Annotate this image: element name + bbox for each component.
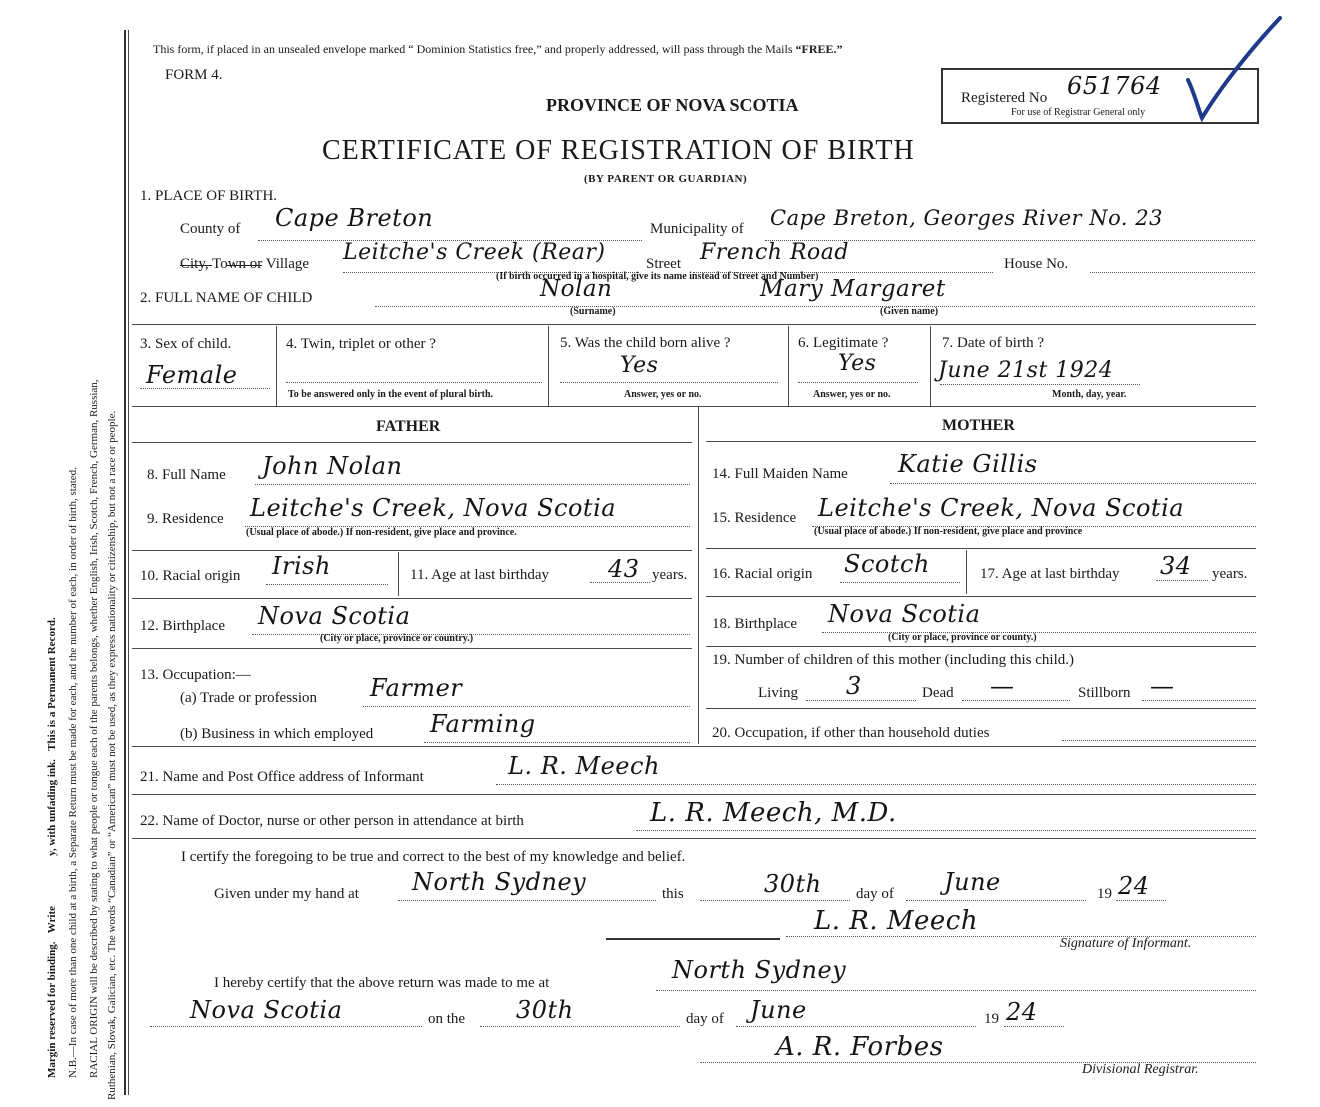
legitimate-line (798, 382, 918, 383)
given-place-value: North Sydney (412, 868, 587, 896)
child-given-name-value: Mary Margaret (760, 276, 946, 302)
mother-residence-value: Leitche's Creek, Nova Scotia (818, 494, 1185, 522)
county-label: County of (180, 221, 241, 237)
mother-occupation-label: 20. Occupation, if other than household duties (712, 725, 990, 741)
father-name-value: John Nolan (262, 452, 403, 480)
mother-racial-value: Scotch (844, 550, 930, 578)
registrar-province-line (150, 1026, 422, 1027)
registrar-day-line (480, 1026, 680, 1027)
born-alive-caption: Answer, yes or no. (624, 389, 702, 400)
father-residence-value: Leitche's Creek, Nova Scotia (250, 494, 617, 522)
rule-father-heading (132, 442, 692, 443)
divider-5-6 (788, 326, 789, 406)
date-of-birth-label: 7. Date of birth ? (942, 335, 1045, 351)
father-age-unit: years. (652, 567, 688, 583)
rule-mother-occupation (706, 708, 1256, 709)
province-heading: PROVINCE OF NOVA SCOTIA (546, 95, 799, 115)
given-place-line (398, 900, 656, 901)
mother-name-line (890, 483, 1256, 484)
date-of-birth-value: June 21st 1924 (938, 358, 1114, 383)
municipality-label: Municipality of (650, 221, 744, 237)
twin-line (286, 382, 542, 383)
born-alive-value: Yes (620, 353, 659, 378)
living-value: 3 (846, 672, 862, 700)
registrar-month-line (736, 1026, 976, 1027)
father-business-line (424, 742, 690, 743)
registrar-year-prefix: 19 (984, 1011, 999, 1027)
certify-day-value: 30th (764, 870, 822, 898)
living-label: Living (758, 685, 798, 701)
father-birthplace-caption: (City or place, province or country.) (320, 633, 474, 644)
registrar-year-value: 24 (1006, 998, 1038, 1026)
mother-children-label: 19. Number of children of this mother (including this child.) (712, 652, 1075, 668)
divider-10-11 (398, 552, 399, 596)
mother-birthplace-caption: (City or place, province or county.) (888, 632, 1037, 643)
surname-caption: (Surname) (570, 306, 616, 317)
given-label: Given under my hand at (214, 886, 359, 902)
informant-signature-caption: Signature of Informant. (1060, 936, 1192, 951)
mother-name-value: Katie Gillis (898, 450, 1038, 478)
strike-city (180, 265, 212, 266)
rule-mother-racial (706, 548, 1256, 549)
born-alive-line (560, 382, 778, 383)
father-trade-value: Farmer (370, 674, 463, 702)
margin-note-plural-birth: N.B.—In case of more than one child at a birth, a Separate Return must be made for each, and the number of each, in order of birth, stated. (67, 467, 79, 1078)
divider-4-5 (548, 326, 549, 406)
registrar-place-line (656, 990, 1256, 991)
signature-rule-short (606, 938, 780, 940)
certify-day-of-label: day of (856, 886, 894, 902)
rule-certify (132, 838, 1256, 839)
father-trade-line (363, 706, 690, 707)
mother-age-value: 34 (1160, 552, 1192, 580)
legitimate-caption: Answer, yes or no. (813, 389, 891, 400)
registrar-province-value: Nova Scotia (190, 996, 343, 1024)
mother-racial-label: 16. Racial origin (712, 566, 813, 582)
registrar-day-value: 30th (516, 996, 574, 1024)
mother-age-label: 17. Age at last birthday (980, 566, 1120, 582)
father-heading: FATHER (376, 418, 441, 435)
mother-birthplace-value: Nova Scotia (828, 600, 981, 628)
rule-father-occupation (132, 648, 692, 649)
certify-month-line (906, 900, 1086, 901)
house-number-line (1090, 272, 1255, 273)
father-racial-value: Irish (272, 552, 331, 580)
father-birthplace-value: Nova Scotia (258, 602, 411, 630)
informant-value: L. R. Meech (508, 752, 660, 780)
sex-value: Female (146, 361, 238, 389)
margin-note-binding: Margin reserved for binding. Writey, with unfading ink. This is a Permanent Record. (46, 617, 58, 1078)
father-age-value: 43 (608, 555, 640, 583)
divider-6-7 (930, 326, 931, 406)
informant-label: 21. Name and Post Office address of Informant (140, 769, 424, 785)
divider-father-mother (698, 406, 699, 744)
registrar-year-line (1004, 1026, 1064, 1027)
document-subtitle: (BY PARENT OR GUARDIAN) (584, 173, 748, 185)
rule-mother-heading (706, 441, 1256, 442)
margin-note-nationality: Ruthenian, Slovak, Galician, etc. The words “Canadian” or “American” must not be used, as they express nationality or citizenship, but not a race or people. (106, 410, 118, 1100)
legitimate-label: 6. Legitimate ? (798, 335, 889, 351)
registrar-month-value: June (750, 996, 807, 1024)
street-value: French Road (700, 240, 849, 265)
father-birthplace-label: 12. Birthplace (140, 618, 225, 634)
child-surname-value: Nolan (540, 276, 613, 302)
margin-rule-inner (128, 30, 129, 1095)
stillborn-label: Stillborn (1078, 685, 1131, 701)
registered-label: Registered No (961, 90, 1048, 106)
on-the-label: on the (428, 1011, 466, 1027)
county-value: Cape Breton (275, 204, 434, 232)
dead-line (962, 700, 1070, 701)
certify-month-value: June (944, 868, 1001, 896)
check-mark-icon (1180, 10, 1290, 125)
born-alive-label: 5. Was the child born alive ? (560, 335, 731, 351)
date-of-birth-caption: Month, day, year. (1052, 389, 1127, 400)
stillborn-line (1142, 700, 1256, 701)
certify-year-value: 24 (1118, 872, 1150, 900)
certify-day-line (700, 900, 850, 901)
father-residence-caption: (Usual place of abode.) If non-resident, give place and province. (246, 527, 517, 538)
rule-section-3 (132, 324, 1256, 325)
sex-label: 3. Sex of child. (140, 336, 232, 352)
hospital-note: (If birth occurred in a hospital, give its name instead of Street and Number) (496, 271, 819, 282)
house-number-label: House No. (1004, 256, 1069, 272)
rule-doctor (132, 794, 1256, 795)
child-name-label: 2. FULL NAME OF CHILD (140, 290, 313, 306)
rule-mother-children (706, 646, 1256, 647)
city-town-village-label: City, Town or Village (180, 256, 310, 272)
father-name-label: 8. Full Name (147, 467, 226, 483)
father-age-label: 11. Age at last birthday (410, 567, 549, 583)
margin-rule (124, 30, 126, 1095)
form-number: FORM 4. (165, 67, 223, 83)
father-business-label: (b) Business in which employed (180, 726, 374, 742)
informant-signature: L. R. Meech (814, 906, 979, 936)
certify-year-line (1116, 900, 1166, 901)
rule-father-birthplace (132, 598, 692, 599)
municipality-value: Cape Breton, Georges River No. 23 (770, 206, 1163, 230)
divider-16-17 (966, 550, 967, 594)
registrar-place-value: North Sydney (672, 956, 847, 984)
registrar-use-note: For use of Registrar General only (1011, 107, 1146, 118)
margin-note-racial-origin: RACIAL ORIGIN will be described by stating to what people or tongue each of the parents belongs, whether English, Irish, Scotch, French, German, Russian, (88, 379, 100, 1078)
father-residence-label: 9. Residence (147, 511, 224, 527)
mother-occupation-line (1062, 740, 1256, 741)
registrar-statement: I hereby certify that the above return was made to me at (214, 975, 550, 991)
mother-age-line (1156, 580, 1208, 581)
rule-mother-birthplace (706, 596, 1256, 597)
registrar-day-of-label: day of (686, 1011, 724, 1027)
mother-birthplace-label: 18. Birthplace (712, 616, 797, 632)
given-name-caption: (Given name) (880, 306, 939, 317)
this-label: this (662, 886, 684, 902)
stillborn-value: — (1150, 672, 1175, 700)
date-of-birth-line (940, 384, 1140, 385)
mother-residence-label: 15. Residence (712, 510, 797, 526)
twin-caption: To be answered only in the event of plural birth. (288, 389, 494, 400)
doctor-value: L. R. Meech, M.D. (650, 798, 897, 828)
father-age-line (590, 582, 650, 583)
rule-father-racial (132, 550, 692, 551)
place-of-birth-heading: 1. PLACE OF BIRTH. (140, 188, 278, 204)
father-name-line (255, 484, 690, 485)
informant-line (496, 784, 1256, 785)
mail-note: This form, if placed in an unsealed envelope marked “ Dominion Statistics free,” and properly addressed, will pass through the Mails “FREE.” (153, 42, 843, 56)
mother-name-label: 14. Full Maiden Name (712, 466, 848, 482)
certify-year-prefix: 19 (1097, 886, 1112, 902)
rule-informant (132, 746, 1256, 747)
father-racial-label: 10. Racial origin (140, 568, 241, 584)
registered-number: 651764 (1067, 72, 1162, 100)
strike-town (226, 265, 262, 266)
mother-residence-caption: (Usual place of abode.) If non-resident, give place and province (814, 526, 1083, 537)
father-racial-line (266, 584, 388, 585)
doctor-label: 22. Name of Doctor, nurse or other person in attendance at birth (140, 813, 524, 829)
document-title: CERTIFICATE OF REGISTRATION OF BIRTH (322, 135, 915, 166)
dead-label: Dead (922, 685, 954, 701)
child-name-line (375, 306, 1255, 307)
father-trade-label: (a) Trade or profession (180, 690, 318, 706)
registrar-signature-caption: Divisional Registrar. (1082, 1062, 1199, 1077)
legitimate-value: Yes (838, 351, 877, 376)
father-business-value: Farming (430, 710, 536, 738)
living-line (806, 700, 916, 701)
mother-age-unit: years. (1212, 566, 1248, 582)
twin-label: 4. Twin, triplet or other ? (286, 336, 436, 352)
certify-statement: I certify the foregoing to be true and correct to the best of my knowledge and belief. (181, 849, 686, 865)
father-occupation-label: 13. Occupation:— (140, 667, 251, 683)
mother-racial-line (840, 582, 960, 583)
mother-heading: MOTHER (942, 417, 1015, 434)
doctor-line (636, 830, 1256, 831)
registrar-signature: A. R. Forbes (776, 1032, 944, 1062)
street-label: Street (646, 256, 681, 272)
sex-line (140, 388, 270, 389)
dead-value: — (990, 672, 1015, 700)
village-value: Leitche's Creek (Rear) (343, 240, 606, 265)
rule-parents (132, 406, 1256, 407)
divider-3-4 (276, 326, 277, 406)
